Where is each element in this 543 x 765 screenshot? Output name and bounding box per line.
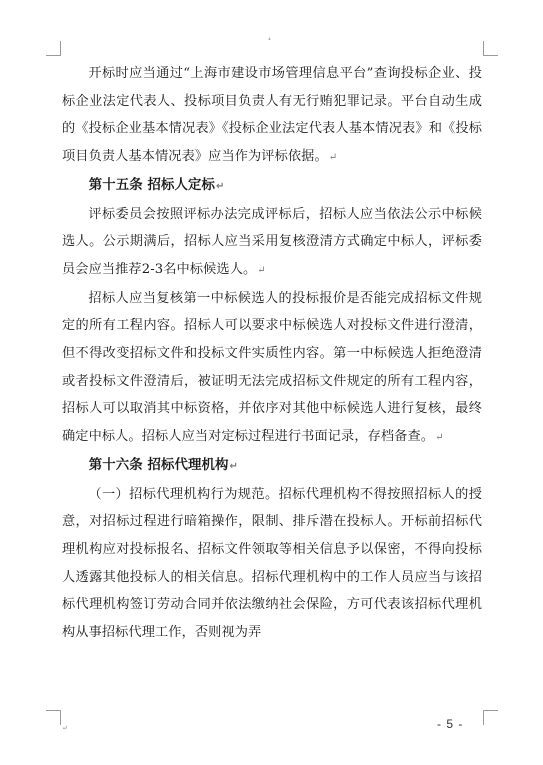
paragraph-lead: （一）招标代理机构行为规范。	[88, 486, 279, 502]
header-mark: ₄	[268, 34, 271, 42]
crop-mark-bottom-right	[483, 710, 498, 725]
paragraph-text: 招标代理机构不得按照招标人的授意，对招标过程进行暗箱操作，限制、排斥潜在投标人。开标前招标代理机构应对投标报名、招标文件领取等相关信息予以保密，不得向投标人透露其他投标人的相关信息。招标代理机构中的工作人员应当与该招标代理机构签订劳动合同并依法缴纳社会保险，方可代表该招标代理机构从事招标代理工作，否则视为弄	[62, 486, 483, 641]
heading-article-15	[62, 172, 482, 201]
paragraph-review	[62, 285, 482, 452]
footer-mark: ↵	[62, 724, 68, 732]
paragraph-text: 开标时应当通过“上海市建设市场管理信息平台”查询投标企业、投标企业法定代表人、投标项目负责人有无行贿犯罪记录。平台自动生成的《投标企业基本情况表》《投标企业法定代表人基本情况表》和《投标项目负责人基本情况表》应当作为评标依据。	[62, 66, 482, 165]
heading-text: 第十五条 招标人定标	[88, 177, 215, 193]
heading-text: 第十六条 招标代理机构	[88, 457, 229, 473]
page-number: - 5 -	[437, 717, 464, 731]
paragraph-mark: ↵	[215, 180, 225, 192]
paragraph-publicity	[62, 201, 482, 285]
paragraph-mark: ↵	[435, 432, 444, 444]
paragraph-agency-conduct	[62, 481, 482, 647]
heading-article-16	[62, 452, 482, 481]
crop-mark-top-right	[483, 41, 498, 56]
crop-mark-bottom-left	[46, 710, 61, 725]
crop-mark-top-left	[46, 41, 61, 56]
paragraph-mark: ↵	[328, 152, 338, 164]
paragraph-text: 评标委员会按照评标办法完成评标后，招标人应当依法公示中标候选人。公示期满后，招标人应当采用复核澄清方式确定中标人，评标委员会应当推荐2-3名中标候选人。	[62, 206, 482, 277]
paragraph-text: 招标人应当复核第一中标候选人的投标报价是否能完成招标文件规定的所有工程内容。招标人可以要求中标候选人对投标文件进行澄清，但不得改变招标文件和投标文件实质性内容。第一中标候选人拒绝澄清或者投标文件澄清后，被证明无法完成招标文件规定的所有工程内容，招标人可以取消其中标资格，并依序对其他中标候选人进行复核，最终确定中标人。招标人应当对定标过程进行书面记录，存档备查。	[62, 290, 482, 445]
paragraph-mark: ↵	[257, 264, 266, 276]
paragraph-bid-opening	[62, 60, 482, 172]
paragraph-mark: ↵	[229, 460, 238, 472]
document-body	[62, 60, 482, 647]
